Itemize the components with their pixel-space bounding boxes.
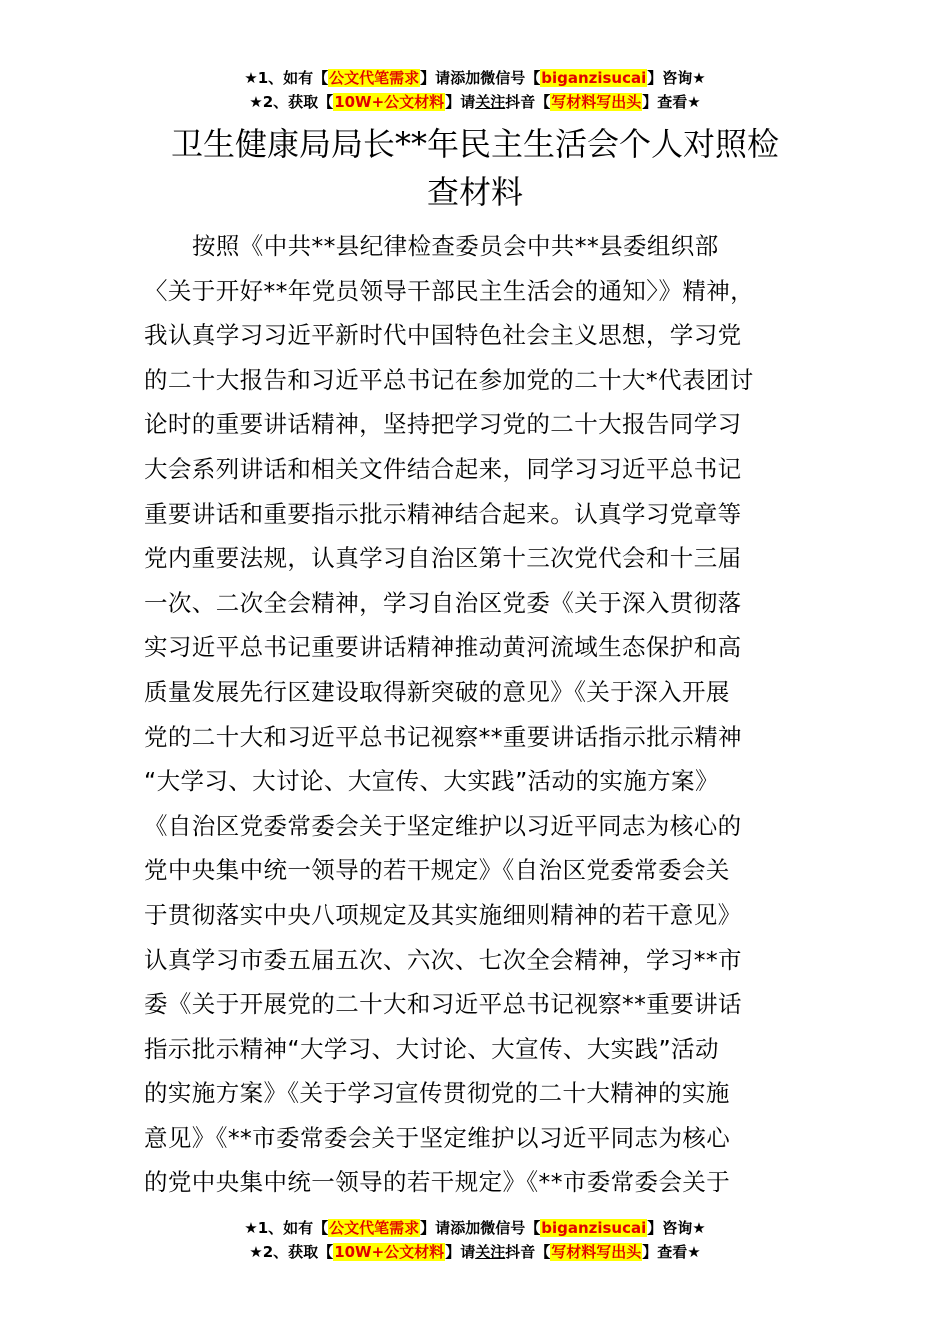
header-line1-highlight-service: 公文代笔需求 (329, 69, 420, 87)
footer-banner (0, 1216, 950, 1264)
body-line: 〈关于开好**年党员领导干部民主生活会的通知〉》精神， (144, 276, 755, 305)
body-line: 重要讲话和重要指示批示精神结合起来。认真学习党章等 (144, 499, 742, 528)
body-line: “大学习、大讨论、大宣传、大实践”活动的实施方案》 (144, 767, 719, 796)
header-line1-prefix: ★1、如有【 (244, 69, 329, 87)
body-line: 于贯彻落实中央八项规定及其实施细则精神的若干意见》 (144, 900, 742, 929)
footer-line1-highlight-service: 公文代笔需求 (329, 1219, 420, 1237)
body-line: 指示批示精神“大学习、大讨论、大宣传、大实践”活动 (144, 1034, 719, 1063)
header-line1-mid2: 微信号【 (480, 69, 541, 87)
body-line: 委《关于开展党的二十大和习近平总书记视察**重要讲话 (144, 990, 742, 1019)
footer-line2-highlight-douyin: 写材料写出头 (551, 1243, 642, 1261)
body-line: 党内重要法规，认真学习自治区第十三次党代会和十三届 (144, 544, 742, 573)
header-line1-emph: 添加 (450, 69, 481, 87)
body-line: 的实施方案》《关于学习宣传贯彻党的二十大精神的实施 (144, 1079, 730, 1108)
header-line1-highlight-wechat: biganzisucai (541, 69, 647, 87)
footer-banner-line-2 (0, 1240, 950, 1264)
body-line: 《自治区党委常委会关于坚定维护以习近平同志为核心的 (144, 811, 742, 840)
body-line: 大会系列讲话和相关文件结合起来，同学习习近平总书记 (144, 454, 742, 483)
body-line: 按照《中共**县纪律检查委员会中共**县委组织部 (192, 232, 719, 260)
footer-line1-mid2: 微信号【 (480, 1219, 541, 1237)
header-line1-suffix: 】咨询★ (647, 69, 706, 87)
document-body (144, 224, 820, 1205)
body-line: 质量发展先行区建设取得新突破的意见》《关于深入开展 (144, 677, 730, 706)
body-line: 论时的重要讲话精神，坚持把学习党的二十大报告同学习 (144, 410, 742, 439)
header-line2-mid2: 抖音【 (505, 93, 551, 111)
document-title-line-2: 查材料 (426, 173, 523, 211)
header-line2-highlight-materials: 10W+公文材料 (334, 93, 445, 111)
footer-line2-mid1: 】请 (445, 1243, 476, 1261)
body-line: 实习近平总书记重要讲话精神推动黄河流域生态保护和高 (144, 633, 742, 662)
body-line: 党中央集中统一领导的若干规定》《自治区党委常委会关 (144, 856, 730, 885)
body-line: 认真学习市委五届五次、六次、七次全会精神，学习**市 (144, 945, 742, 974)
document-title-line-1: 卫生健康局局长**年民主生活会个人对照检 (170, 125, 779, 163)
document-title (150, 120, 800, 216)
header-line2-mid1: 】请 (445, 93, 476, 111)
header-line2-prefix: ★2、获取【 (249, 93, 334, 111)
body-line: 一次、二次全会精神，学习自治区党委《关于深入贯彻落 (144, 588, 742, 617)
footer-line2-highlight-materials: 10W+公文材料 (334, 1243, 445, 1261)
footer-line2-mid2: 抖音【 (505, 1243, 551, 1261)
footer-line1-emph: 添加 (450, 1219, 481, 1237)
body-line: 党的二十大和习近平总书记视察**重要讲话指示批示精神 (144, 722, 742, 751)
footer-line1-prefix: ★1、如有【 (244, 1219, 329, 1237)
body-line: 的二十大报告和习近平总书记在参加党的二十大*代表团讨 (144, 365, 754, 394)
header-banner (0, 66, 950, 114)
footer-line2-suffix: 】查看★ (642, 1243, 701, 1261)
footer-line1-highlight-wechat: biganzisucai (541, 1219, 647, 1237)
footer-line1-mid1: 】请 (420, 1219, 451, 1237)
header-line2-highlight-douyin: 写材料写出头 (551, 93, 642, 111)
header-line1-mid1: 】请 (420, 69, 451, 87)
body-line: 我认真学习习近平新时代中国特色社会主义思想，学习党 (144, 321, 742, 350)
footer-line2-emph: 关注 (475, 1243, 506, 1261)
body-line: 意见》《**市委常委会关于坚定维护以习近平同志为核心 (144, 1123, 731, 1152)
header-banner-line-2 (0, 90, 950, 114)
body-line: 的党中央集中统一领导的若干规定》《**市委常委会关于 (144, 1168, 731, 1197)
header-line2-emph: 关注 (475, 93, 506, 111)
footer-line1-suffix: 】咨询★ (647, 1219, 706, 1237)
footer-banner-line-1 (0, 1216, 950, 1240)
footer-line2-prefix: ★2、获取【 (249, 1243, 334, 1261)
header-line2-suffix: 】查看★ (642, 93, 701, 111)
header-banner-line-1 (0, 66, 950, 90)
